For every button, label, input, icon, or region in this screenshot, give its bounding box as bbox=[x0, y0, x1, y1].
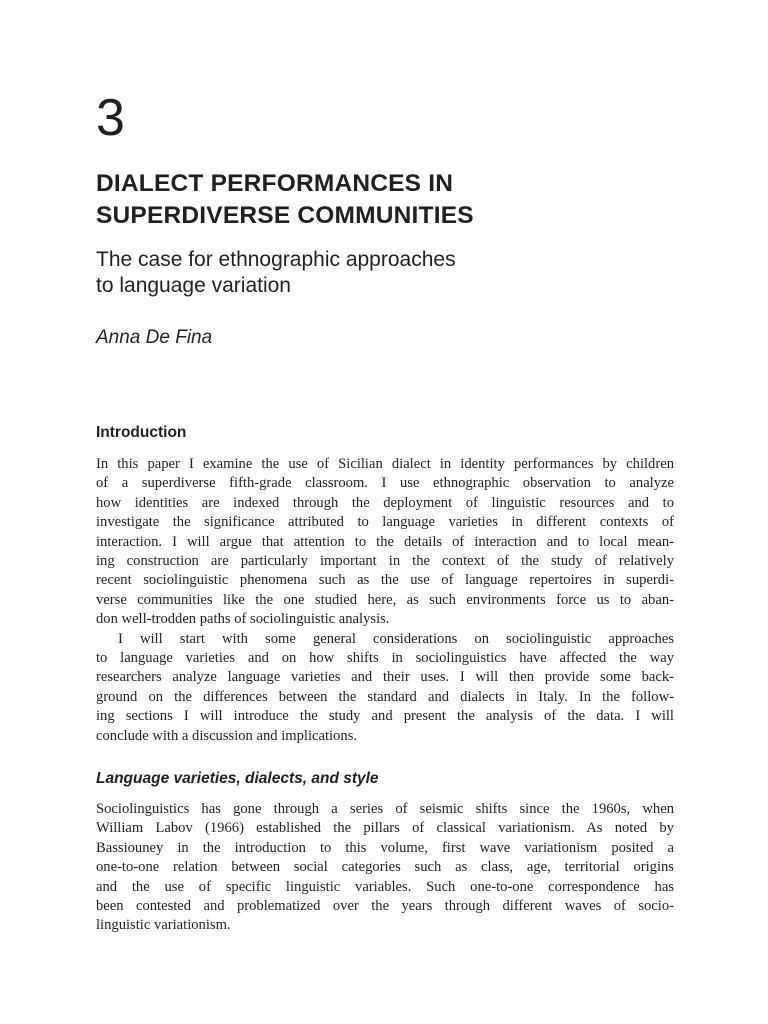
author-name: Anna De Fina bbox=[96, 327, 213, 348]
text-line: Bassiouney in the introduction to this volume, first wave variationism posited a bbox=[96, 839, 674, 856]
chapter-subtitle bbox=[96, 247, 674, 299]
chapter-title-line: DIALECT PERFORMANCES IN bbox=[96, 170, 454, 197]
text-line: recent sociolinguistic phenomena such as the use of language repertoires in superdi- bbox=[96, 572, 674, 589]
text-line: interaction. I will argue that attention to the details of interaction and to local mean- bbox=[96, 533, 674, 550]
text-line: William Labov (1966) established the pillars of classical variationism. As noted by bbox=[96, 820, 674, 837]
text-line: researchers analyze language varieties and their uses. I will then provide some back- bbox=[96, 669, 674, 686]
text-line: ing construction are particularly important in the context of the study of relatively bbox=[96, 552, 674, 569]
text-line: of a superdiverse fifth-grade classroom. I use ethnographic observation to analyze bbox=[96, 475, 674, 492]
text-line: how identities are indexed through the deployment of linguistic resources and to bbox=[96, 494, 674, 511]
text-line: and the use of specific linguistic variables. Such one-to-one correspondence has bbox=[96, 878, 674, 895]
text-line: linguistic variationism. bbox=[96, 917, 231, 934]
text-line: been contested and problematized over the years through different waves of socio- bbox=[96, 897, 674, 914]
section-heading-language-varieties: Language varieties, dialects, and style bbox=[96, 770, 379, 787]
text-line: ground on the differences between the standard and dialects in Italy. In the follow- bbox=[96, 688, 674, 705]
chapter-subtitle-line: to language variation bbox=[96, 274, 291, 297]
text-line: I will start with some general considerations on sociolinguistic approaches bbox=[118, 630, 674, 647]
chapter-subtitle-line: The case for ethnographic approaches bbox=[96, 248, 456, 271]
paragraph-introduction-1 bbox=[96, 455, 674, 630]
text-line: one-to-one relation between social categories such as class, age, territorial origins bbox=[96, 859, 674, 876]
paragraph-introduction-2 bbox=[96, 630, 674, 746]
text-line: In this paper I examine the use of Sicilian dialect in identity performances by children bbox=[96, 456, 674, 472]
text-line: don well-trodden paths of sociolinguistic analysis. bbox=[96, 611, 390, 628]
section-heading-introduction: Introduction bbox=[96, 424, 187, 441]
text-line: ing sections I will introduce the study and present the analysis of the data. I will bbox=[96, 708, 674, 725]
paragraph-language-varieties-1 bbox=[96, 800, 674, 936]
text-line: Sociolinguistics has gone through a series of seismic shifts since the 1960s, when bbox=[96, 801, 674, 817]
text-line: to language varieties and on how shifts in sociolinguistics have affected the way bbox=[96, 649, 674, 666]
chapter-title-line: SUPERDIVERSE COMMUNITIES bbox=[96, 202, 474, 229]
text-line: verse communities like the one studied here, as such environments force us to aban- bbox=[96, 591, 674, 608]
text-line: conclude with a discussion and implications. bbox=[96, 727, 358, 744]
text-line: investigate the significance attributed to language varieties in different contexts of bbox=[96, 514, 674, 531]
chapter-title bbox=[96, 168, 674, 232]
chapter-number: 3 bbox=[96, 89, 125, 147]
